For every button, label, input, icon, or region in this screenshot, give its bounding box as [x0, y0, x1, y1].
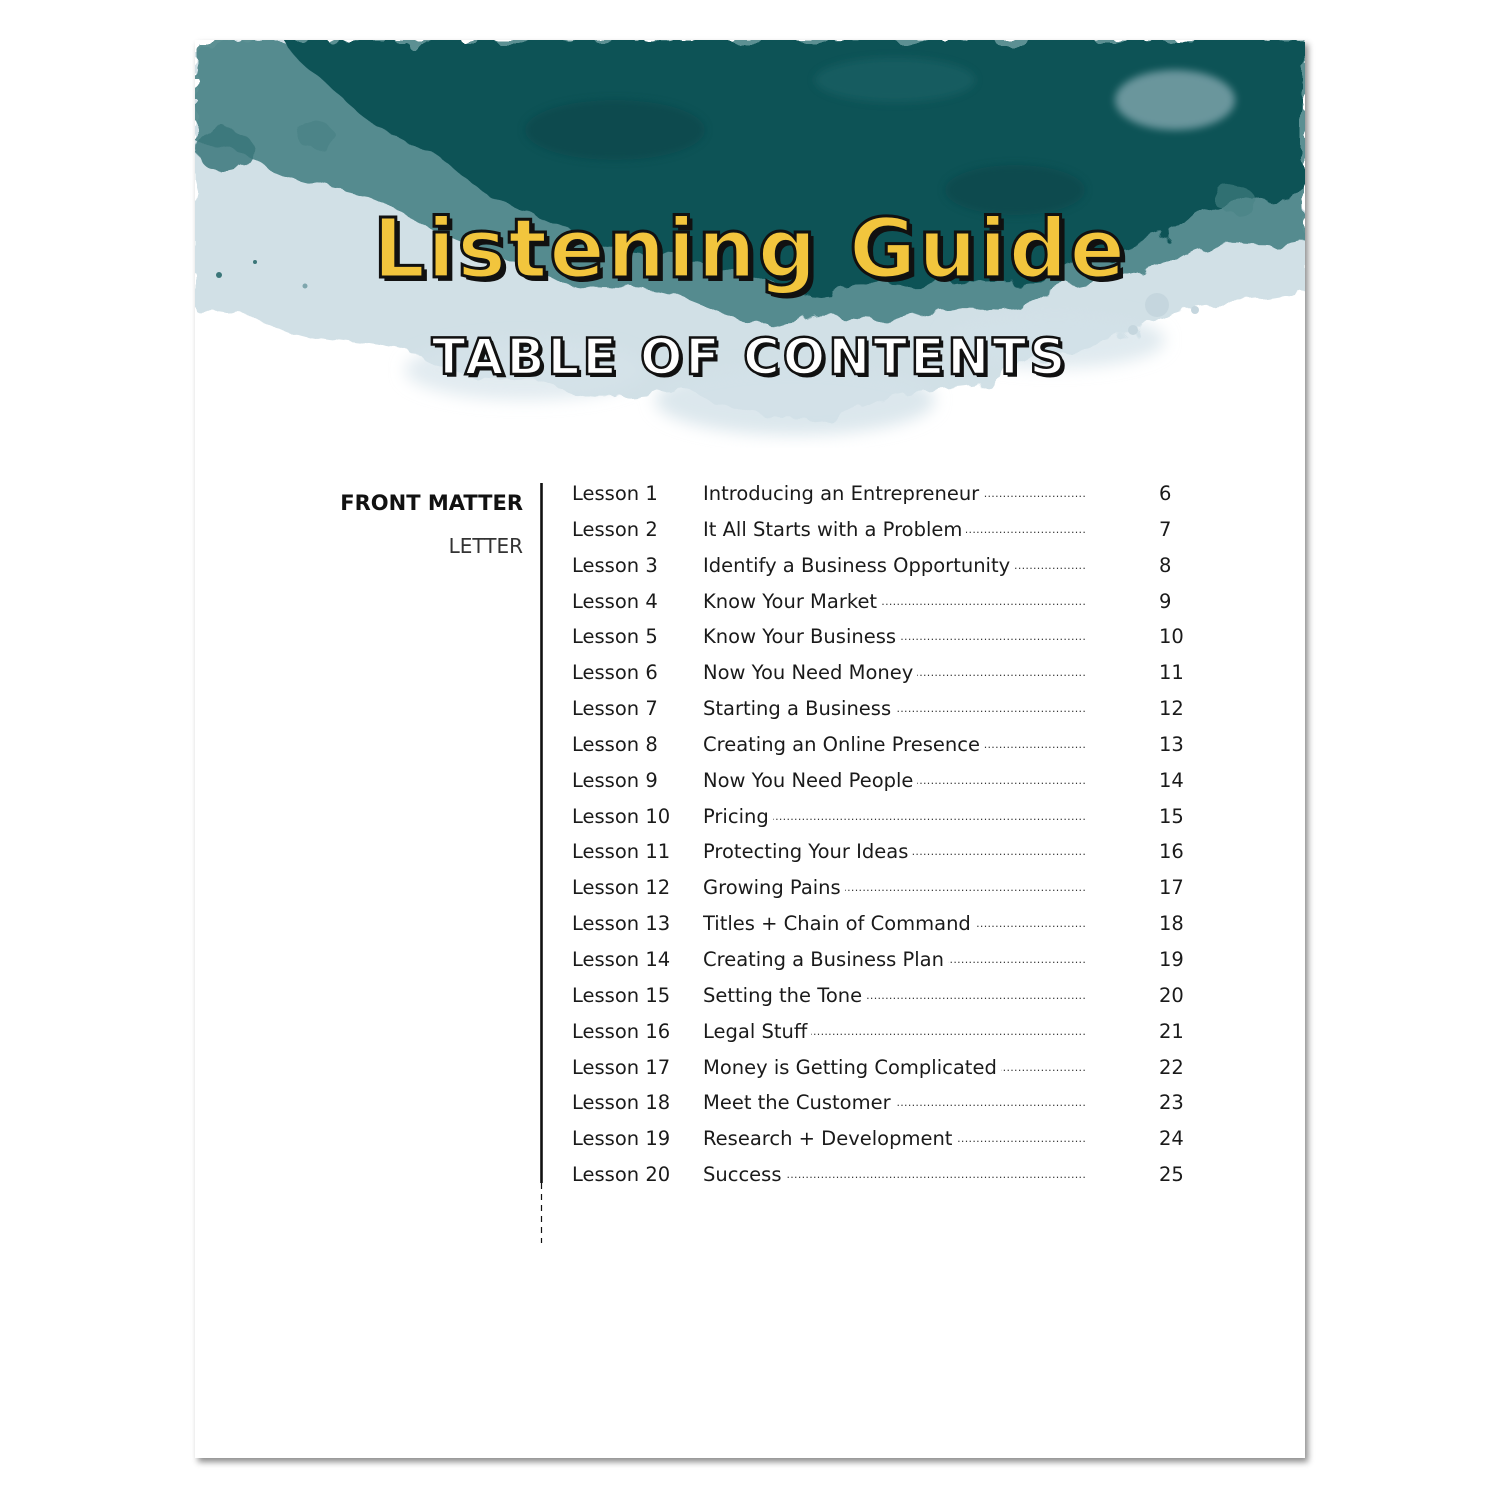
page-number: 14	[1159, 768, 1184, 792]
toc-row[interactable]	[572, 870, 1212, 906]
lesson-title-with-leader	[703, 476, 1130, 512]
lesson-title: Now You Need People	[703, 769, 917, 792]
letter-link[interactable]: LETTER	[448, 534, 523, 558]
page-number: 13	[1159, 732, 1184, 756]
lesson-title: Money is Getting Complicated	[703, 1056, 1001, 1079]
lesson-number: Lesson 1	[572, 482, 658, 505]
lesson-title: Introducing an Entrepreneur	[703, 482, 983, 505]
lesson-title-with-leader	[703, 1157, 1130, 1193]
lesson-title-with-leader	[703, 655, 1130, 691]
lesson-title-with-leader	[703, 584, 1130, 620]
toc-row[interactable]	[572, 691, 1212, 727]
lesson-title-with-leader	[703, 1050, 1130, 1086]
lesson-number: Lesson 18	[572, 1091, 671, 1115]
toc-row[interactable]	[572, 727, 1212, 763]
lesson-number: Lesson 17	[572, 1055, 671, 1079]
toc-row[interactable]	[572, 763, 1212, 799]
page-title: Listening Guide	[372, 202, 1128, 297]
toc-row[interactable]	[572, 619, 1212, 655]
lesson-number: Lesson 20	[572, 1163, 671, 1187]
lesson-title: Know Your Business	[703, 625, 900, 648]
page-number: 23	[1159, 1091, 1184, 1115]
lesson-title: Meet the Customer	[703, 1091, 895, 1114]
table-of-contents	[572, 476, 1212, 1193]
toc-row[interactable]	[572, 1050, 1212, 1086]
lesson-title-with-leader	[703, 834, 1130, 870]
lesson-title: Pricing	[703, 805, 773, 828]
page-number: 22	[1159, 1055, 1184, 1079]
lesson-title: Legal Stuff	[703, 1020, 811, 1043]
lesson-title-with-leader	[703, 691, 1130, 727]
toc-row[interactable]	[572, 978, 1212, 1014]
toc-row[interactable]	[572, 1085, 1212, 1121]
page-number: 20	[1159, 983, 1184, 1007]
page-number: 7	[1159, 517, 1172, 541]
lesson-title: Titles + Chain of Command	[703, 912, 975, 935]
lesson-title-with-leader	[703, 1121, 1130, 1157]
toc-row[interactable]	[572, 548, 1212, 584]
lesson-title-with-leader	[703, 727, 1130, 763]
toc-row[interactable]	[572, 1121, 1212, 1157]
page-number: 17	[1159, 876, 1184, 900]
lesson-number: Lesson 19	[572, 1127, 671, 1151]
lesson-title: Research + Development	[703, 1127, 956, 1150]
lesson-title-with-leader	[703, 906, 1130, 942]
page-number: 21	[1159, 1019, 1184, 1043]
lesson-title-with-leader	[703, 1085, 1130, 1121]
lesson-number: Lesson 13	[572, 912, 671, 936]
lesson-title: Creating an Online Presence	[703, 733, 984, 756]
lesson-title-with-leader	[703, 548, 1130, 584]
page-number: 24	[1159, 1127, 1184, 1151]
lesson-title-with-leader	[703, 870, 1130, 906]
toc-row[interactable]	[572, 1157, 1212, 1193]
page-number: 8	[1159, 553, 1172, 577]
lesson-title-with-leader	[703, 512, 1130, 548]
lesson-title-with-leader	[703, 1014, 1130, 1050]
lesson-number: Lesson 8	[572, 732, 658, 756]
toc-row[interactable]	[572, 1014, 1212, 1050]
lesson-title: Creating a Business Plan	[703, 948, 948, 971]
lesson-number: Lesson 12	[572, 876, 671, 900]
page-number: 18	[1159, 912, 1184, 936]
page-subtitle: TABLE OF CONTENTS	[431, 328, 1069, 386]
lesson-number: Lesson 10	[572, 804, 671, 828]
lesson-number: Lesson 9	[572, 768, 658, 792]
lesson-title: Success	[703, 1163, 786, 1186]
lesson-number: Lesson 2	[572, 517, 658, 541]
page-number: 9	[1159, 589, 1172, 613]
lesson-title-with-leader	[703, 763, 1130, 799]
toc-row[interactable]	[572, 942, 1212, 978]
page-number: 10	[1159, 625, 1184, 649]
lesson-title: Growing Pains	[703, 876, 845, 899]
page-number: 19	[1159, 947, 1184, 971]
lesson-title: Protecting Your Ideas	[703, 840, 912, 863]
page-number: 15	[1159, 804, 1184, 828]
lesson-number: Lesson 6	[572, 661, 658, 685]
toc-row[interactable]	[572, 655, 1212, 691]
front-matter-heading: FRONT MATTER	[340, 491, 523, 515]
vertical-divider	[540, 483, 543, 1245]
lesson-number: Lesson 4	[572, 589, 658, 613]
lesson-number: Lesson 16	[572, 1019, 671, 1043]
lesson-title: Now You Need Money	[703, 661, 917, 684]
lesson-title-with-leader	[703, 942, 1130, 978]
toc-row[interactable]	[572, 799, 1212, 835]
lesson-number: Lesson 14	[572, 947, 671, 971]
lesson-title-with-leader	[703, 978, 1130, 1014]
toc-row[interactable]	[572, 584, 1212, 620]
lesson-title: It All Starts with a Problem	[703, 518, 966, 541]
lesson-title-with-leader	[703, 619, 1130, 655]
lesson-title: Know Your Market	[703, 590, 881, 613]
page-number: 11	[1159, 661, 1184, 685]
lesson-title: Setting the Tone	[703, 984, 866, 1007]
document-page	[195, 40, 1305, 1458]
page-number: 12	[1159, 697, 1184, 721]
front-matter-sidebar	[340, 488, 523, 561]
lesson-title: Identify a Business Opportunity	[703, 554, 1014, 577]
toc-row[interactable]	[572, 906, 1212, 942]
page-number: 16	[1159, 840, 1184, 864]
toc-row[interactable]	[572, 834, 1212, 870]
lesson-number: Lesson 15	[572, 983, 671, 1007]
toc-row[interactable]	[572, 476, 1212, 512]
toc-row[interactable]	[572, 512, 1212, 548]
lesson-number: Lesson 11	[572, 840, 671, 864]
lesson-title: Starting a Business	[703, 697, 895, 720]
page-number: 25	[1159, 1163, 1184, 1187]
lesson-title-with-leader	[703, 799, 1130, 835]
lesson-number: Lesson 5	[572, 625, 658, 649]
page-number: 6	[1159, 482, 1172, 505]
lesson-number: Lesson 3	[572, 553, 658, 577]
lesson-number: Lesson 7	[572, 697, 658, 721]
